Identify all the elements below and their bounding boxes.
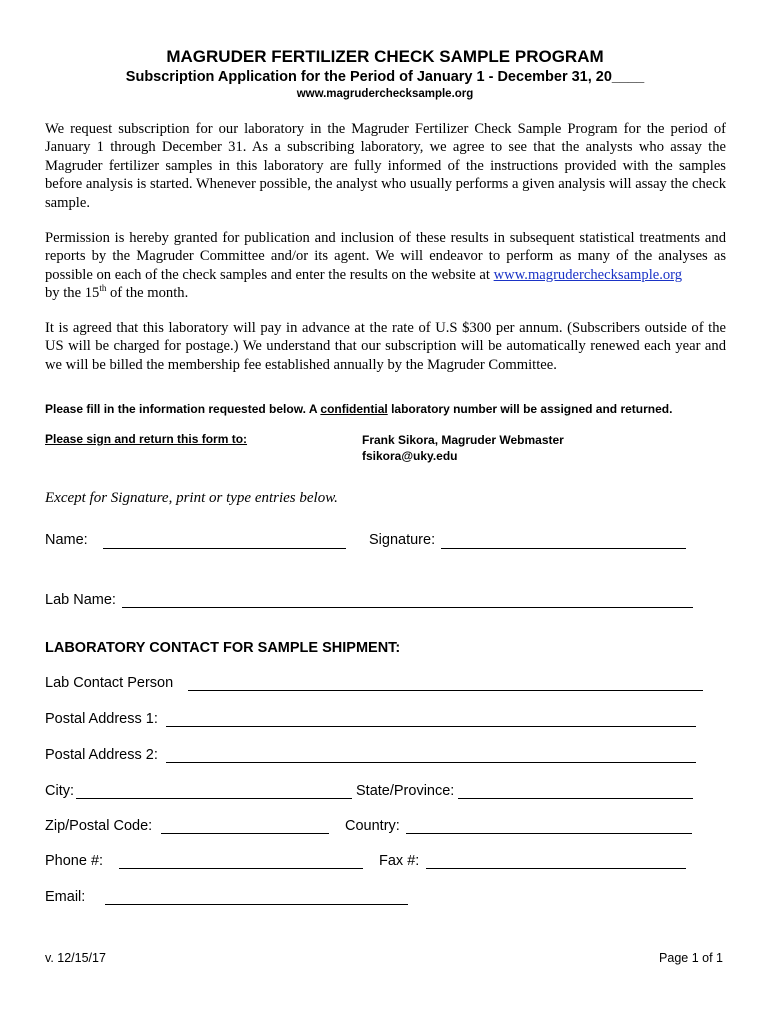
zip-postal-code-label: Zip/Postal Code: [45, 818, 153, 834]
paragraph-payment-terms: It is agreed that this laboratory will pay in advance at the rate of U.S $300 per annum. (Subscribers outside of the US will be charged for postage.) We understand that our subscription will be automatically renewed each year and we will be billed the membership fee established annually by the Magruder Committee. [45, 320, 726, 373]
lab-name-field[interactable] [122, 607, 693, 608]
document-subtitle: Subscription Application for the Period of January 1 - December 31, 20____ [125, 69, 645, 85]
website-link[interactable]: www.magruderchecksample.org [493, 266, 683, 283]
email-field[interactable] [105, 904, 408, 905]
instruction-text: Please fill in the information requested below. A [45, 402, 321, 416]
confidential-emphasis: confidential [320, 402, 388, 416]
lab-name-label: Lab Name: [45, 592, 116, 608]
lab-contact-field[interactable] [188, 690, 703, 691]
country-label: Country: [345, 818, 400, 834]
webmaster-email: fsikora@uky.edu [362, 449, 458, 463]
name-field[interactable] [103, 548, 346, 549]
state-province-label: State/Province: [356, 783, 455, 799]
webmaster-name: Frank Sikora, Magruder Webmaster [362, 433, 564, 447]
email-label: Email: [45, 889, 86, 905]
paragraph-subscription-request: We request subscription for our laboratory in the Magruder Fertilizer Check Sample Program for the period of January 1 through December 31. As a subscribing laboratory, we agree to see that the analysts who assay the Magruder fertilizer samples in this laboratory are fully informed of the instructions provided with the samples before analysis is started. Whenever possible, the analyst who usually performs a given analysis will assay the check sample. [45, 121, 726, 211]
paragraph-publication-permission [45, 229, 726, 303]
sign-and-return-label: Please sign and return this form to: [45, 432, 248, 446]
instruction-text: laboratory number will be assigned and returned. [387, 402, 673, 416]
state-province-field[interactable] [458, 798, 693, 799]
fax-label: Fax #: [379, 853, 420, 869]
postal-address-2-label: Postal Address 2: [45, 747, 158, 763]
ordinal-suffix: th [99, 283, 107, 294]
lab-contact-label: Lab Contact Person [45, 675, 174, 691]
page-number: Page 1 of 1 [659, 951, 723, 965]
country-field[interactable] [406, 833, 692, 834]
postal-address-1-label: Postal Address 1: [45, 711, 158, 727]
city-label: City: [45, 783, 74, 799]
website-url: www.magruderchecksample.org [296, 88, 474, 100]
phone-field[interactable] [119, 868, 363, 869]
postal-address-2-field[interactable] [166, 762, 696, 763]
fax-field[interactable] [426, 868, 686, 869]
section-heading: LABORATORY CONTACT FOR SAMPLE SHIPMENT: [45, 640, 401, 656]
fill-in-instruction [45, 402, 672, 416]
paragraph-text: Permission is hereby granted for publication and inclusion of these results in subsequent statistical treatments and reports by the Magruder Committee and/or its agent. We will endeavor to perform as many of the analyses as possible on each of the check samples and enter the results on the website at [45, 230, 726, 283]
name-label: Name: [45, 532, 88, 548]
paragraph-text: of the month. [106, 285, 189, 302]
signature-label: Signature: [369, 532, 436, 548]
zip-postal-code-field[interactable] [161, 833, 329, 834]
version-label: v. 12/15/17 [45, 951, 106, 965]
webmaster-contact [362, 432, 564, 464]
print-instruction: Except for Signature, print or type entries below. [45, 490, 338, 506]
paragraph-text: by the 15 [45, 285, 100, 302]
phone-label: Phone #: [45, 853, 104, 869]
postal-address-1-field[interactable] [166, 726, 696, 727]
city-field[interactable] [76, 798, 352, 799]
document-title: MAGRUDER FERTILIZER CHECK SAMPLE PROGRAM [166, 47, 604, 66]
signature-field[interactable] [441, 548, 686, 549]
